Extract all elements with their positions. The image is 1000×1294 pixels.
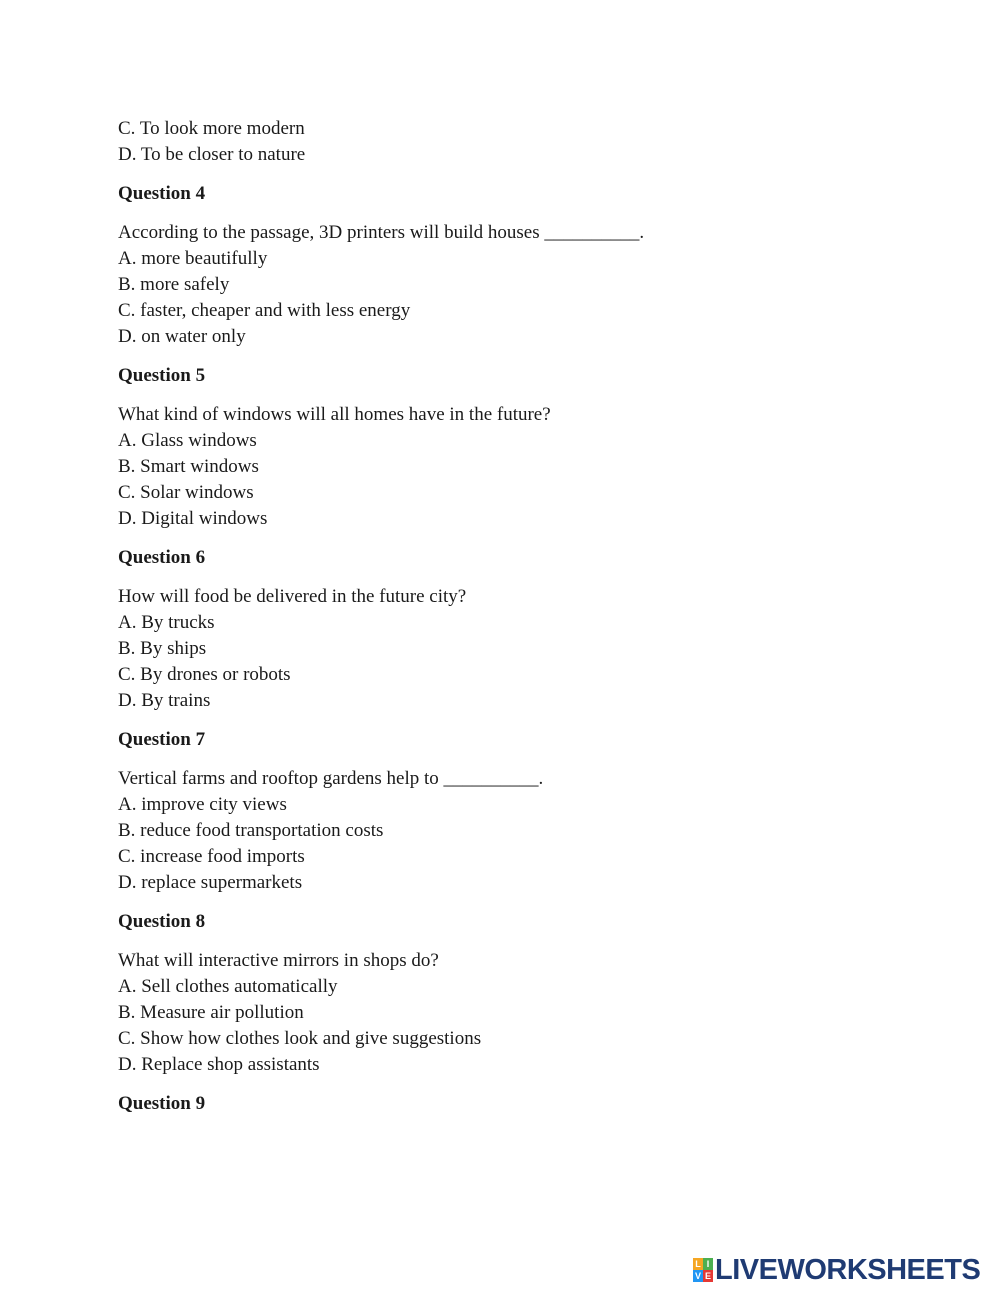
question-6 [118,545,938,714]
worksheet-content [118,116,938,1130]
question-4 [118,181,938,350]
question-7 [118,727,938,896]
question-prompt: According to the passage, 3D printers will build houses __________. [118,222,645,243]
badge-letter: V [694,1271,701,1281]
question-prompt: What will interactive mirrors in shops do? [118,950,439,971]
badge-letter: L [693,1258,703,1270]
badge-letter: I [703,1258,713,1270]
question-title: Question 9 [118,1093,206,1114]
previous-question-continuation [118,116,938,168]
badge-letter: E [704,1271,711,1281]
question-title: Question 7 [118,729,206,750]
option-c: C. To look more modern [118,118,305,139]
question-prompt: What kind of windows will all homes have in the future? [118,404,551,425]
live-badge-icon [693,1258,713,1282]
option-b[interactable]: B. Smart windows [118,456,259,477]
question-title: Question 8 [118,911,206,932]
question-8 [118,909,938,1078]
option-c[interactable]: C. faster, cheaper and with less energy [118,300,411,321]
question-5 [118,363,938,532]
brand-name: LIVEWORKSHEETS [715,1253,981,1286]
option-d[interactable]: D. Replace shop assistants [118,1054,320,1075]
option-d[interactable]: D. replace supermarkets [118,872,303,893]
question-9 [118,1091,938,1117]
option-b[interactable]: B. reduce food transportation costs [118,820,384,841]
option-c[interactable]: C. Show how clothes look and give suggestions [118,1028,482,1049]
question-title: Question 5 [118,365,206,386]
option-a[interactable]: A. Sell clothes automatically [118,976,338,997]
question-prompt: How will food be delivered in the future city? [118,586,467,607]
question-prompt: Vertical farms and rooftop gardens help to __________. [118,768,544,789]
option-b[interactable]: B. Measure air pollution [118,1002,304,1023]
option-b[interactable]: B. more safely [118,274,230,295]
option-c[interactable]: C. increase food imports [118,846,305,867]
option-d: D. To be closer to nature [118,144,306,165]
option-a[interactable]: A. more beautifully [118,248,268,269]
option-a[interactable]: A. By trucks [118,612,215,633]
option-d[interactable]: D. on water only [118,326,246,347]
question-title: Question 6 [118,547,206,568]
option-d[interactable]: D. Digital windows [118,508,268,529]
option-b[interactable]: B. By ships [118,638,207,659]
liveworksheets-logo [693,1254,980,1286]
option-c[interactable]: C. Solar windows [118,482,254,503]
question-title: Question 4 [118,183,206,204]
option-d[interactable]: D. By trains [118,690,211,711]
option-a[interactable]: A. Glass windows [118,430,257,451]
option-c[interactable]: C. By drones or robots [118,664,291,685]
option-a[interactable]: A. improve city views [118,794,287,815]
